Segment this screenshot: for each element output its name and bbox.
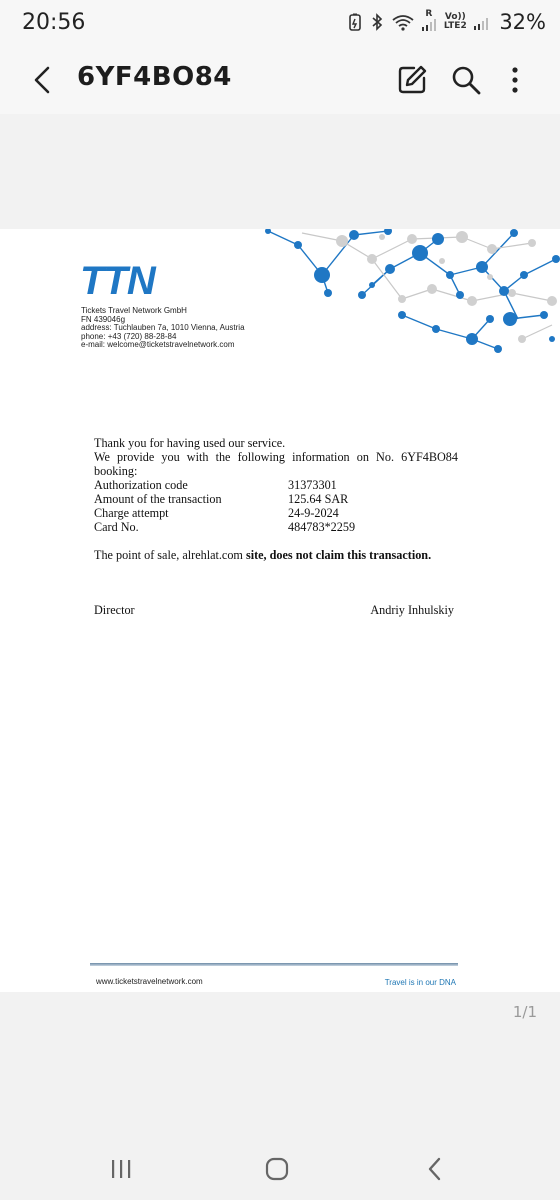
claim-statement (94, 548, 458, 562)
molecule-decoration (262, 229, 560, 359)
app-bar (0, 48, 560, 114)
battery-saver-icon (347, 13, 363, 31)
detail-row (94, 478, 458, 492)
status-bar (0, 0, 560, 48)
footer-tagline: Travel is in our DNA (384, 978, 456, 987)
detail-row (94, 506, 458, 520)
company-info (81, 307, 245, 350)
claim-prefix: The point of sale, alrehlat.com (94, 548, 246, 562)
signal-2-icon (473, 13, 489, 31)
detail-label: Charge attempt (94, 506, 169, 520)
status-icons (347, 10, 546, 34)
detail-label: Authorization code (94, 478, 188, 492)
network-label: Vo)) LTE2 (443, 12, 467, 31)
signer-name: Andriy Inhulskiy (370, 603, 454, 617)
company-phone: phone: +43 (720) 88-28-84 (81, 331, 177, 341)
document-page (0, 229, 560, 992)
company-email: e-mail: welcome@ticketstravelnetwork.com (81, 340, 235, 350)
system-nav-bar (0, 1140, 560, 1200)
ttn-logo (80, 262, 186, 298)
detail-value: 484783*2259 (288, 520, 356, 534)
more-vert-icon[interactable] (497, 62, 533, 98)
detail-row (94, 492, 458, 506)
page-indicator: 1/1 (512, 1003, 537, 1021)
detail-label: Amount of the transaction (94, 492, 222, 506)
company-name: Tickets Travel Network GmbH (81, 306, 187, 315)
footer-divider (90, 963, 458, 966)
footer-website: www.ticketstravelnetwork.com (96, 977, 203, 986)
wifi-icon (391, 13, 415, 31)
detail-value: 31373301 (288, 478, 337, 492)
detail-value: 24-9-2024 (288, 506, 339, 520)
svg-text:TTN: TTN (80, 262, 155, 298)
page-title: 6YF4BO84 (77, 62, 232, 92)
detail-value: 125.64 SAR (288, 492, 349, 506)
recents-icon[interactable] (106, 1154, 136, 1184)
intro-line-3: booking: (94, 464, 138, 478)
claim-bold: site, does not claim this transaction. (245, 548, 432, 562)
intro-line-2: We provide you with the following information on No. 6YF4BO84 (94, 450, 458, 464)
edit-icon[interactable] (394, 62, 430, 98)
detail-label: Card No. (94, 520, 139, 534)
signer-role: Director (94, 603, 135, 617)
signature-row (94, 603, 454, 618)
company-address: address: Tuchlauben 7a, 1010 Vienna, Austria (81, 323, 245, 333)
back-arrow-icon[interactable] (26, 62, 62, 98)
search-icon[interactable] (448, 62, 484, 98)
bluetooth-icon (369, 13, 385, 31)
signal-1-icon: R (421, 13, 437, 31)
detail-row (94, 520, 458, 534)
home-icon[interactable] (262, 1154, 292, 1184)
battery-percent: 32% (499, 10, 546, 34)
letter-body (94, 436, 458, 562)
back-icon[interactable] (420, 1154, 450, 1184)
intro-line-1: Thank you for having used our service. (94, 436, 286, 450)
company-registration: FN 439046g (81, 314, 126, 324)
status-time: 20:56 (22, 10, 86, 35)
